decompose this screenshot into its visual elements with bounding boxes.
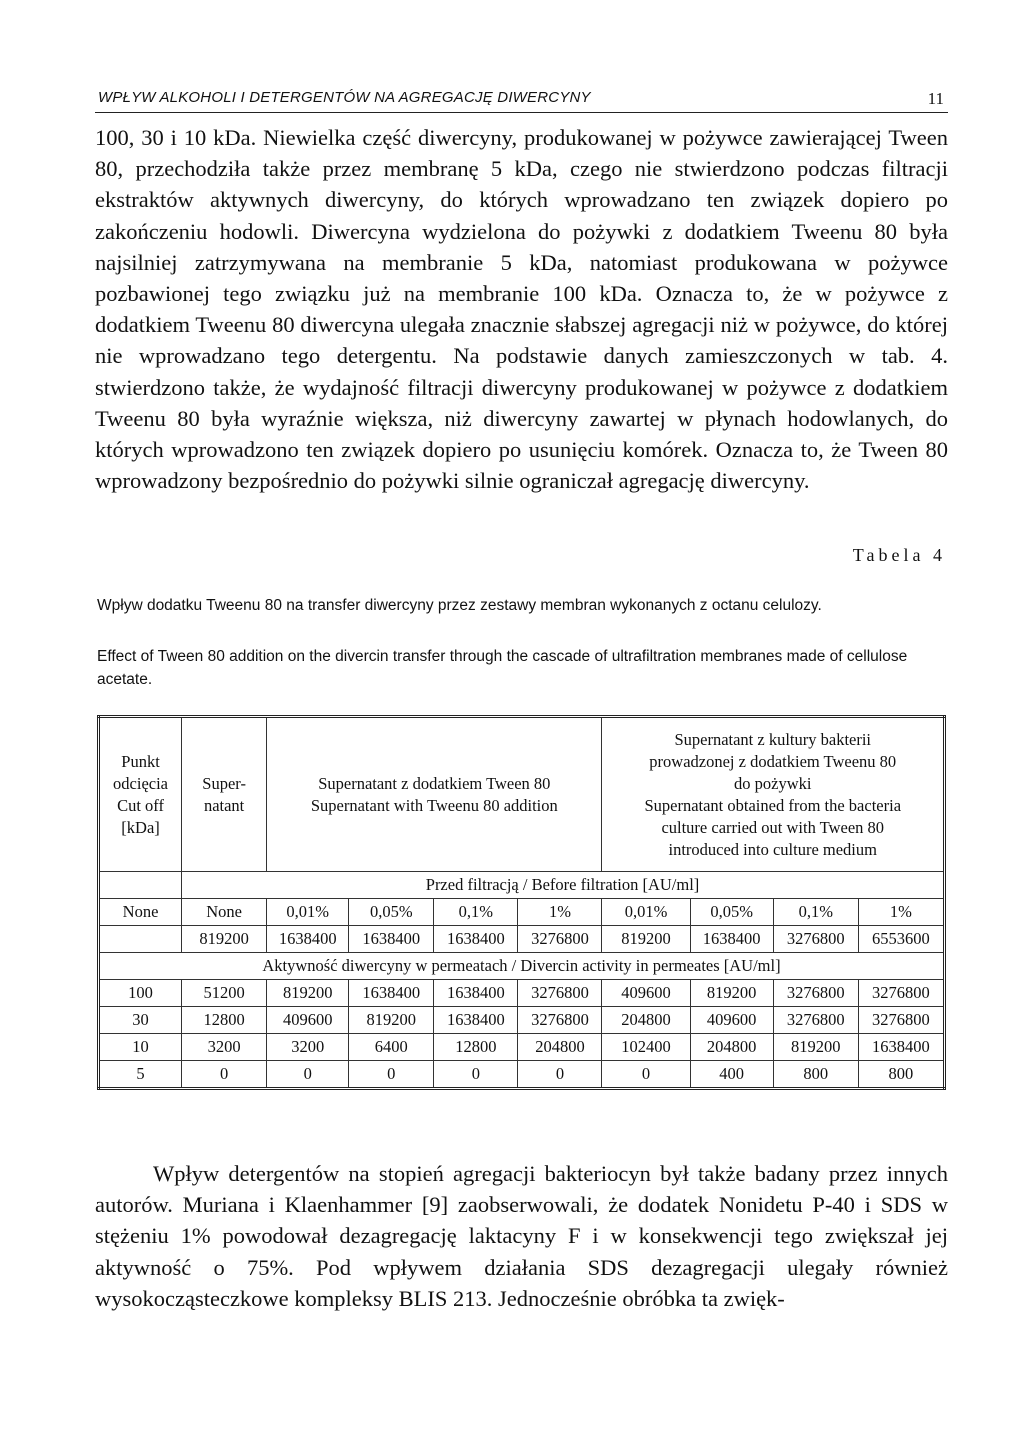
table-cell: 3276800 [858,980,944,1007]
running-header [95,86,948,113]
table-cell: 0,1% [434,899,518,926]
table-cell: 819200 [349,1007,434,1034]
table-cell: 3276800 [773,926,858,953]
table-cell: 3200 [267,1034,349,1061]
table-cell: 0,01% [267,899,349,926]
page-number: 11 [927,89,944,108]
table-cell: 1638400 [690,926,773,953]
table-cell: 819200 [773,1034,858,1061]
table-cell: 0,05% [349,899,434,926]
table-cell: 400 [690,1061,773,1089]
table-cell: 0 [267,1061,349,1089]
empty-header-cell [99,872,182,899]
table-cell: 409600 [602,980,690,1007]
table-cell: 819200 [267,980,349,1007]
table-cell: 819200 [602,926,690,953]
table-cell: 819200 [690,980,773,1007]
table-cell: 1638400 [858,1034,944,1061]
table-cell: 3276800 [773,1007,858,1034]
table-cell: 0,05% [690,899,773,926]
table-cell: 204800 [518,1034,602,1061]
table-cell: 100 [99,980,182,1007]
table-cell: 6400 [349,1034,434,1061]
table-cell: 0 [182,1061,267,1089]
table-cell: None [99,899,182,926]
table-cell: 409600 [267,1007,349,1034]
culture-medium-group-header: Supernatant z kultury bakterii prowadzonej z dodatkiem Tweenu 80 do pożywki Supernatant obtained from the bacteria culture carried out with Tween 80 introduced into culture medium [602,717,945,872]
table-cell: 204800 [690,1034,773,1061]
table-cell: 1% [858,899,944,926]
divercin-transfer-table [97,715,946,1090]
table-row [99,1061,945,1089]
tween-addition-group-header: Supernatant z dodatkiem Tween 80 Supernatant with Tweenu 80 addition [267,717,602,872]
running-header-title: WPŁYW ALKOHOLI I DETERGENTÓW NA AGREGACJĘ DIWERCYNY [98,89,591,106]
table-cell: 0,01% [602,899,690,926]
cutoff-column-header: Punkt odcięcia Cut off [kDa] [99,717,182,872]
table-cell: 3276800 [858,1007,944,1034]
table-cell: 0 [349,1061,434,1089]
table-cell [99,926,182,953]
table-cell: 30 [99,1007,182,1034]
table-cell: 0 [434,1061,518,1089]
table-caption-polish: Wpływ dodatku Tweenu 80 na transfer diwercyny przez zestawy membran wykonanych z octanu celulozy. [97,597,822,614]
table-cell: 1638400 [267,926,349,953]
table-row [99,980,945,1007]
table-cell: 3276800 [518,1007,602,1034]
table-cell: 1638400 [434,1007,518,1034]
permeate-activity-label: Aktywność diwercyny w permeatach / Divercin activity in permeates [AU/ml] [99,953,945,980]
table-cell: 3276800 [518,926,602,953]
table-cell: 102400 [602,1034,690,1061]
before-filtration-label: Przed filtracją / Before filtration [AU/ml] [182,872,945,899]
table-cell: 6553600 [858,926,944,953]
table-cell: 51200 [182,980,267,1007]
table-cell: 0 [518,1061,602,1089]
table-label: Tabela 4 [852,545,946,565]
table-cell: 1638400 [349,926,434,953]
table-cell: 819200 [182,926,267,953]
table-cell: 12800 [434,1034,518,1061]
table-cell: 1% [518,899,602,926]
table-cell: 10 [99,1034,182,1061]
body-paragraph-1: 100, 30 i 10 kDa. Niewielka część diwercyny, produkowanej w pożywce zawierającej Tween 80, przechodziła także przez membranę 5 kDa, czego nie stwierdzono podczas filtracji ekstraktów aktywnych diwercyny, do których wprowadzano ten związek dopiero po zakończeniu hodowli. Diwercyna wydzielona do pożywki z dodatkiem Tweenu 80 była najsilniej zatrzymywana na membranie 5 kDa, natomiast produkowana w pożywce pozbawionej tego związku już na membranie 100 kDa. Oznacza to, że w pożywce z dodatkiem Tweenu 80 diwercyna ulegała znacznie słabszej agregacji niż w pożywce, do której nie wprowadzano tego detergentu. Na podstawie danych zamieszczonych w tab. 4. stwierdzono także, że wydajność filtracji diwercyny produkowanej w pożywce z dodatkiem Tweenu 80 była wyraźnie większa, niż diwercyny zawartej w płynach hodowlanych, do których wprowadzono ten związek dopiero po usunięciu komórek. Oznacza to, że Tween 80 wprowadzony bezpośrednio do pożywki silnie ograniczał agregację diwercyny. [95,125,948,494]
table-cell: 12800 [182,1007,267,1034]
supernatant-column-header: Super- natant [182,717,267,872]
table-cell: 0 [602,1061,690,1089]
table-cell: 204800 [602,1007,690,1034]
table-row [99,1007,945,1034]
table-cell: 800 [858,1061,944,1089]
table-row [99,1034,945,1061]
table-cell: None [182,899,267,926]
table-cell: 3276800 [518,980,602,1007]
table-cell: 3200 [182,1034,267,1061]
table-cell: 1638400 [434,980,518,1007]
table-caption-english: Effect of Tween 80 addition on the divercin transfer through the cascade of ultrafiltration membranes made of cellulose acetate. [97,648,908,688]
table-cell: 1638400 [434,926,518,953]
table-cell: 0,1% [773,899,858,926]
table-cell: 5 [99,1061,182,1089]
table-cell: 409600 [690,1007,773,1034]
table-cell: 3276800 [773,980,858,1007]
table-cell: 800 [773,1061,858,1089]
body-paragraph-2: Wpływ detergentów na stopień agregacji bakteriocyn był także badany przez innych autorów. Muriana i Klaenhammer [9] zaobserwowali, że dodatek Nonidetu P-40 i SDS w stężeniu 1% powodował dezagregację laktacyny F i w konsekwencji tego zwiększał jej aktywność o 75%. Pod wpływem działania SDS dezagregacji ulegały również wysokocząsteczkowe kompleksy BLIS 213. Jednocześnie obróbka ta zwięk- [95,1161,948,1311]
table-cell: 1638400 [349,980,434,1007]
